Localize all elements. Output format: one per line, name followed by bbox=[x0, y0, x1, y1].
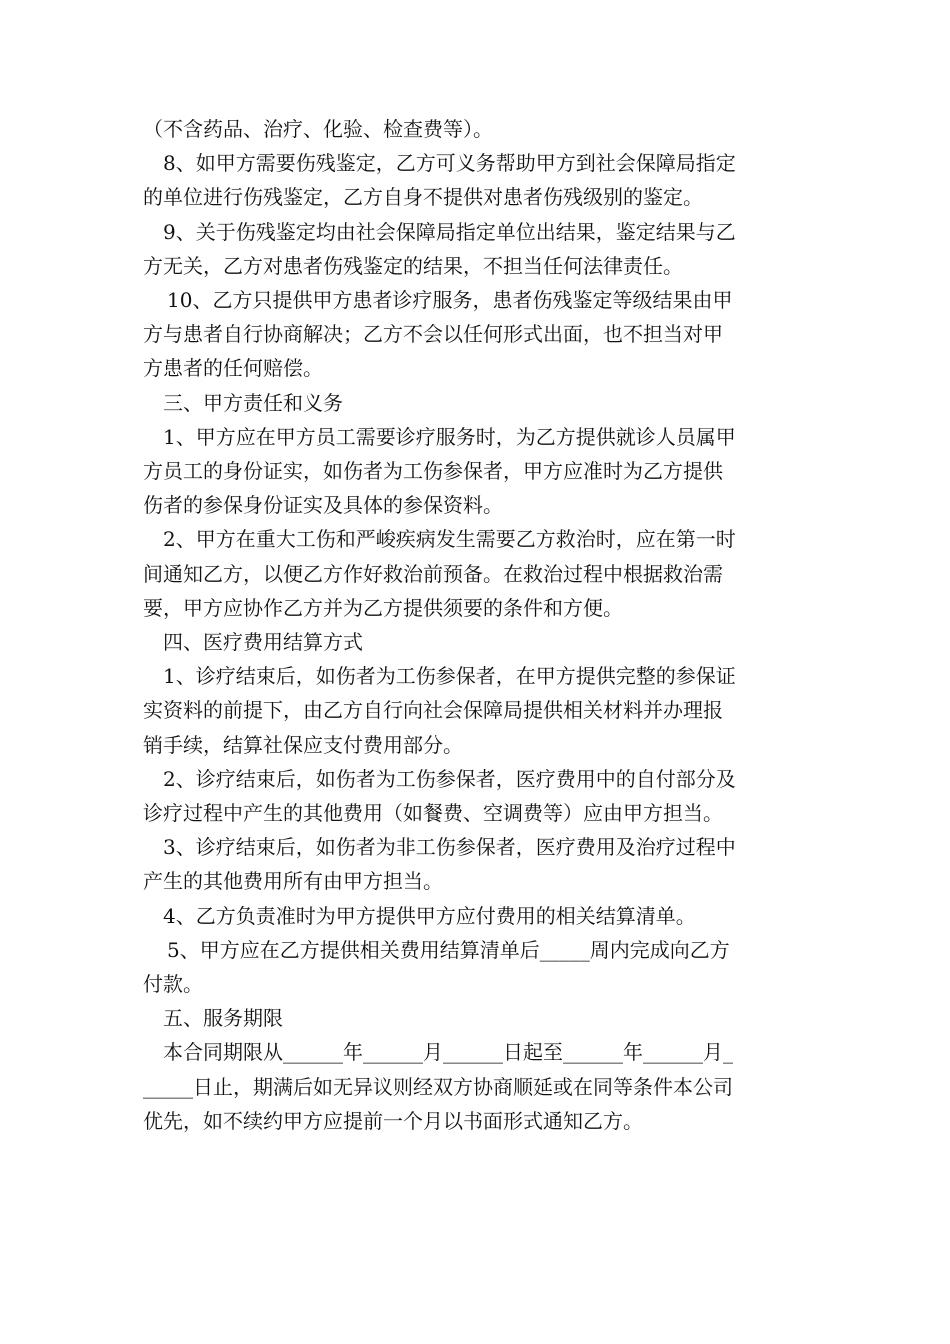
text-line: 2、甲方在重大工伤和严峻疾病发生需要乙方救治时，应在第一时 bbox=[163, 527, 736, 552]
text-line: 3、诊疗结束后，如伤者为非工伤参保者，医疗费用及治疗过程中 bbox=[163, 835, 736, 860]
text-line: 5、甲方应在乙方提供相关费用结算清单后_____周内完成向乙方 bbox=[167, 937, 730, 962]
text-line: （不含药品、治疗、化验、检查费等）。 bbox=[143, 117, 493, 141]
text-line: 要，甲方应协作乙方并为乙方提供须要的条件和方便。 bbox=[143, 595, 623, 620]
text-line: 付款。 bbox=[143, 972, 203, 997]
text-line: 1、甲方应在甲方员工需要诊疗服务时，为乙方提供就诊人员属甲 bbox=[163, 424, 736, 449]
text-line: 1、诊疗结束后，如伤者为工伤参保者，在甲方提供完整的参保证 bbox=[163, 664, 736, 689]
text-line: _____日止，期满后如无异议则经双方协商顺延或在同等条件本公司 bbox=[143, 1074, 733, 1099]
text-line: 8、如甲方需要伤残鉴定，乙方可义务帮助甲方到社会保障局指定 bbox=[163, 151, 736, 176]
section-heading: 五、服务期限 bbox=[163, 1006, 283, 1031]
text-line: 9、关于伤残鉴定均由社会保障局指定单位出结果，鉴定结果与乙 bbox=[163, 219, 736, 244]
section-heading: 四、医疗费用结算方式 bbox=[163, 630, 363, 655]
text-line: 销手续，结算社保应支付费用部分。 bbox=[143, 732, 463, 757]
section-heading: 三、甲方责任和义务 bbox=[163, 390, 343, 415]
text-line: 优先，如不续约甲方应提前一个月以书面形式通知乙方。 bbox=[143, 1108, 643, 1133]
text-line: 4、乙方负责准时为甲方提供甲方应付费用的相关结算清单。 bbox=[163, 903, 696, 928]
text-line: 产生的其他费用所有由甲方担当。 bbox=[143, 869, 443, 894]
text-line: 伤者的参保身份证实及具体的参保资料。 bbox=[143, 493, 503, 518]
text-line: 2、诊疗结束后，如伤者为工伤参保者，医疗费用中的自付部分及 bbox=[163, 766, 736, 791]
text-line: 诊疗过程中产生的其他费用（如餐费、空调费等）应由甲方担当。 bbox=[143, 801, 723, 826]
text-line: 方患者的任何赔偿。 bbox=[143, 356, 323, 381]
text-line: 实资料的前提下，由乙方自行向社会保障局提供相关材料并办理报 bbox=[143, 698, 723, 723]
text-line: 方员工的身份证实，如伤者为工伤参保者，甲方应准时为乙方提供 bbox=[143, 459, 723, 484]
document-page bbox=[143, 112, 808, 1138]
text-line: 本合同期限从______年______月______日起至______年______月_ bbox=[163, 1040, 733, 1065]
text-line: 10、乙方只提供甲方患者诊疗服务，患者伤残鉴定等级结果由甲 bbox=[167, 288, 733, 313]
text-line: 的单位进行伤残鉴定，乙方自身不提供对患者伤残级别的鉴定。 bbox=[143, 185, 703, 210]
text-line: 间通知乙方，以便乙方作好救治前预备。在救治过程中根据救治需 bbox=[143, 561, 723, 586]
text-line: 方与患者自行协商解决；乙方不会以任何形式出面，也不担当对甲 bbox=[143, 322, 723, 347]
text-line: 方无关，乙方对患者伤残鉴定的结果，不担当任何法律责任。 bbox=[143, 253, 683, 278]
